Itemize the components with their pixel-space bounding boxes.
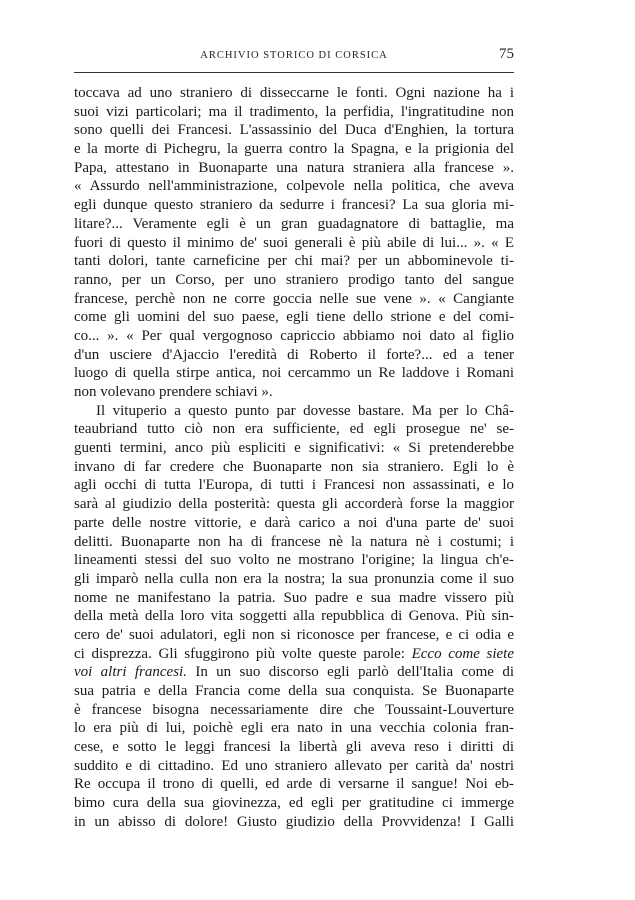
text-line: fuori di questo il minimo de' suoi generali è più abile di lui... ». « E	[74, 234, 514, 251]
page-number: 75	[499, 46, 514, 62]
text-line: egli dunque questo straniero da sedurre i francesi? La sua gloria mi-	[74, 197, 514, 214]
text-line: agli occhi di tutta l'Europa, di tutti i Francesi non assassinati, e lo	[74, 477, 514, 494]
text-line: lo era più di lui, poichè egli era nato in una vecchia colonia fran-	[74, 720, 514, 737]
text-line: cese, e sotto le leggi francesi la libertà gli aveva reso i diritti di	[74, 739, 514, 756]
page-header	[74, 46, 514, 68]
text-line: e la morte di Pichegru, la guerra contro la Spagna, e la prigionia del	[74, 141, 514, 158]
text-line	[74, 645, 514, 664]
text-line: sarà al giudizio della posterità: questa gli accorderà forse la maggior	[74, 496, 514, 513]
text-line: cero de' suoi adulatori, egli non si riconosce per francese, e ci odia e	[74, 626, 514, 643]
text-line: bimo cura della sua giovinezza, ed egli per gratitudine ci immerge	[74, 795, 514, 812]
text-line: delitti. Buonaparte non ha di francese nè la natura nè i costumi; i	[74, 533, 514, 550]
text-line: guenti termini, anco più espliciti e significativi: « Si pretenderebbe	[74, 440, 514, 457]
text-segment: In un suo discorso egli parlò dell'Italia come di	[195, 664, 514, 681]
running-title: ARCHIVIO STORICO DI CORSICA	[200, 50, 388, 61]
text-line: suoi vizi particolari; ma il tradimento, la perfidia, l'ingratitudine non	[74, 103, 514, 120]
text-line: d'un usciere d'Ajaccio l'eredità di Roberto il forte?... ed a tener	[74, 346, 514, 363]
text-line: ranno, per un Corso, per uno straniero prodigo tanto del sangue	[74, 271, 514, 288]
text-line: suddito e di cittadino. Ed uno straniero allevato per carità da' nostri	[74, 757, 514, 774]
text-line	[74, 663, 514, 682]
text-line: in un abisso di dolore! Giusto giudizio della Provvidenza! I Galli	[74, 813, 514, 830]
header-rule	[74, 72, 514, 73]
text-line: toccava ad uno straniero di disseccarne le fonti. Ogni nazione ha i	[74, 85, 514, 101]
text-line: nome ne manifestano la patria. Suo padre e sua madre vissero più	[74, 589, 514, 606]
text-segment: ci disprezza. Gli sfuggirono più volte queste parole:	[74, 645, 405, 662]
text-line: della metà della loro vita soggetti alla repubblica di Genova. Più sin-	[74, 608, 514, 625]
text-line: luogo di quella stirpe antica, noi cercammo un Re laddove i Romani	[74, 365, 514, 382]
text-line: Papa, attestano in Buonaparte una natura straniera alla francese ».	[74, 159, 514, 176]
text-line: Re occupa il trono di quelli, ed arde di versarne il sangue! Noi eb-	[74, 776, 514, 793]
text-line: sono quelli dei Francesi. L'assassinio del Duca d'Enghien, la tortura	[74, 122, 514, 139]
text-line: gli imparò nella culla non era la nostra; la sua pronunzia come il suo	[74, 570, 514, 587]
text-line: non volevano prendere schiavi ».	[74, 384, 273, 400]
text-line: litare?... Veramente egli è un gran guadagnatore di battaglie, ma	[74, 215, 514, 232]
text-line: invano di far credere che Buonaparte non sia straniero. Egli lo è	[74, 458, 514, 475]
text-line: è francese bisogna necessariamente dire che Toussaint-Louverture	[74, 701, 514, 718]
italic-quote: voi altri francesi.	[74, 664, 187, 681]
text-line: sua patria e della Francia come della sua conquista. Se Buonaparte	[74, 683, 514, 699]
italic-quote: Ecco come siete	[411, 645, 514, 662]
text-line: co... ». « Per qual vergognoso capriccio abbiamo noi dato al figlio	[74, 327, 514, 344]
text-line: « Assurdo nell'amministrazione, colpevole nella politica, che aveva	[74, 178, 514, 195]
text-line: come gli uomini del suo paese, egli tiene dello strione e del comi-	[74, 309, 514, 326]
text-line: francese, perchè non ne corre goccia nelle sue vene ». « Cangiante	[74, 290, 514, 307]
text-line: Il vituperio a questo punto par dovesse bastare. Ma per lo Châ-	[96, 402, 514, 419]
body-text	[74, 84, 514, 832]
text-line: lineamenti stessi del suo volto ne mostrano l'origine; la lingua ch'e-	[74, 552, 514, 569]
text-line: tanti dolori, tante carneficine per chi mai? per un abbominevole ti-	[74, 253, 514, 270]
text-line: teaubriand tutto ciò non era sufficiente, ed egli prosegue ne' se-	[74, 421, 514, 438]
text-line: parte delle nostre vittorie, e darà carico a noi d'una parte de' suoi	[74, 514, 514, 531]
